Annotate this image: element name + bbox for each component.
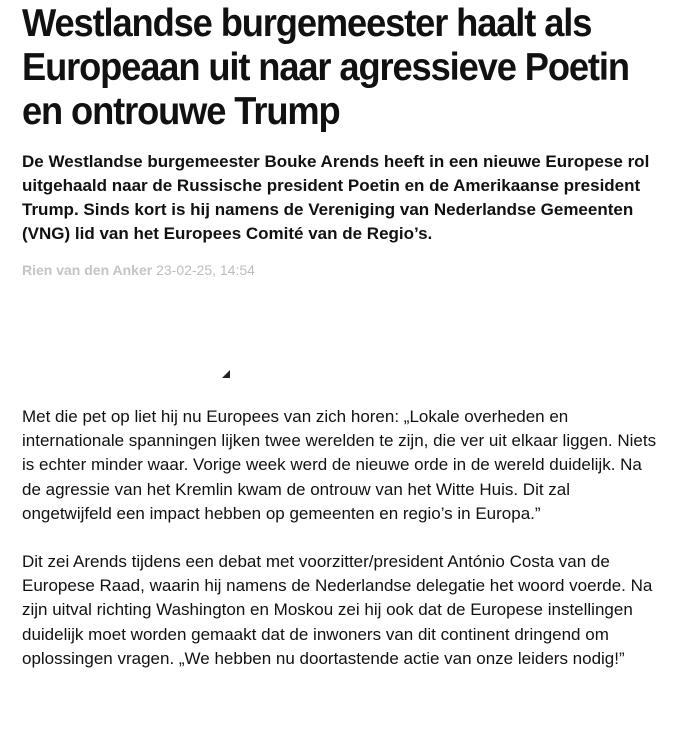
article-headline: Westlandse burgemeester haalt als Europeaan uit naar agressieve Poetin en ontrouwe Trump xyxy=(22,2,629,133)
article-body xyxy=(22,405,662,695)
byline xyxy=(22,260,662,280)
media-corner-icon xyxy=(222,370,230,378)
author-name[interactable]: Rien van den Anker xyxy=(22,262,153,278)
publish-date: 23-02-25, 14:54 xyxy=(156,262,255,278)
article-header xyxy=(22,0,662,280)
body-paragraph: Met die pet op liet hij nu Europees van zich horen: „Lokale overheden en internationale spanningen lijken twee werelden te zijn, die ver uit elkaar liggen. Niets is echter minder waar. Vorige week werd de nieuwe orde in de wereld duidelijk. Na de agressie van het Kremlin kwam de ontrouw van het Witte Huis. Dit zal ongetwijfeld een impact hebben op gemeenten en regio’s in Europa.” xyxy=(22,407,657,523)
article-intro: De Westlandse burgemeester Bouke Arends heeft in een nieuwe Europese rol uitgehaald naar de Russische president Poetin en de Amerikaanse president Trump. Sinds kort is hij namens de Vereniging van Nederlandse Gemeenten (VNG) lid van het Europees Comité van de Regio’s. xyxy=(22,152,650,243)
body-paragraph: Dit zei Arends tijdens een debat met voorzitter/president António Costa van de Europese Raad, waarin hij namens de Nederlandse delegatie het woord voerde. Na zijn uitval richting Washington en Moskou zei hij ook dat de Europese instellingen duidelijk moet worden gemaakt dat de inwoners van dit continent dringend om oplossingen vragen. „We hebben nu doortastende actie van onze leiders nodig!” xyxy=(22,552,653,668)
